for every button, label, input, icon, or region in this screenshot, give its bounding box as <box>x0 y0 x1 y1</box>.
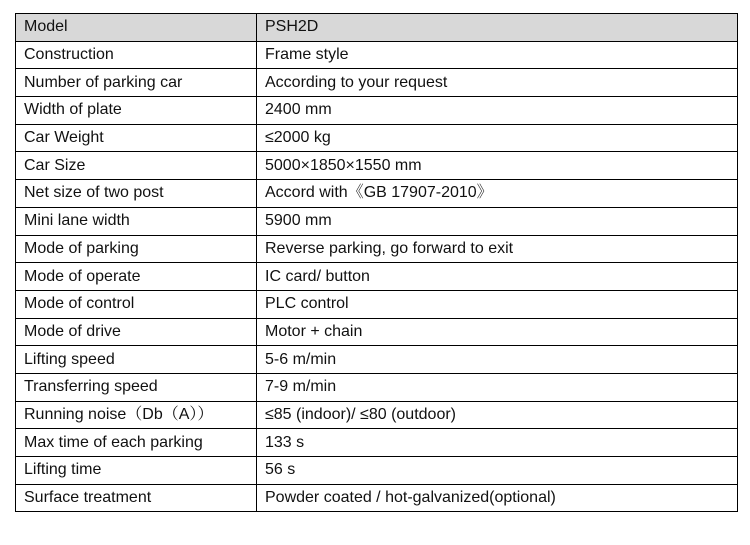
table-row-header <box>16 14 738 42</box>
row-value: Reverse parking, go forward to exit <box>257 235 738 263</box>
row-label: Running noise（Db（A）） <box>16 401 257 429</box>
table-row <box>16 457 738 485</box>
table-row <box>16 235 738 263</box>
row-label: Width of plate <box>16 97 257 125</box>
table-row <box>16 207 738 235</box>
row-value: Motor + chain <box>257 318 738 346</box>
row-label: Car Size <box>16 152 257 180</box>
row-value: ≤85 (indoor)/ ≤80 (outdoor) <box>257 401 738 429</box>
row-value: 56 s <box>257 457 738 485</box>
row-label: Mode of control <box>16 290 257 318</box>
row-label: Lifting time <box>16 457 257 485</box>
row-label: Mini lane width <box>16 207 257 235</box>
row-label: Lifting speed <box>16 346 257 374</box>
row-value: Powder coated / hot-galvanized(optional) <box>257 484 738 512</box>
row-value: PLC control <box>257 290 738 318</box>
row-label: Mode of parking <box>16 235 257 263</box>
table-row <box>16 152 738 180</box>
row-value: IC card/ button <box>257 263 738 291</box>
row-label: Mode of drive <box>16 318 257 346</box>
table-row <box>16 97 738 125</box>
row-value: Accord with《GB 17907-2010》 <box>257 180 738 208</box>
row-label: Model <box>16 14 257 42</box>
row-label: Surface treatment <box>16 484 257 512</box>
table-row <box>16 318 738 346</box>
row-value: ≤2000 kg <box>257 124 738 152</box>
row-label: Car Weight <box>16 124 257 152</box>
row-value: 2400 mm <box>257 97 738 125</box>
table-row <box>16 124 738 152</box>
row-label: Number of parking car <box>16 69 257 97</box>
table-row <box>16 346 738 374</box>
table-row <box>16 263 738 291</box>
row-label: Construction <box>16 41 257 69</box>
row-value: Frame style <box>257 41 738 69</box>
row-value: 133 s <box>257 429 738 457</box>
row-label: Max time of each parking <box>16 429 257 457</box>
table-row <box>16 69 738 97</box>
table-row <box>16 484 738 512</box>
table-row <box>16 180 738 208</box>
spec-table <box>15 13 738 512</box>
row-value: 5900 mm <box>257 207 738 235</box>
table-row <box>16 290 738 318</box>
row-label: Net size of two post <box>16 180 257 208</box>
row-value: 7-9 m/min <box>257 373 738 401</box>
row-label: Mode of operate <box>16 263 257 291</box>
table-row <box>16 373 738 401</box>
row-value: According to your request <box>257 69 738 97</box>
table-row <box>16 429 738 457</box>
row-label: Transferring speed <box>16 373 257 401</box>
row-value: PSH2D <box>257 14 738 42</box>
table-row <box>16 401 738 429</box>
row-value: 5000×1850×1550 mm <box>257 152 738 180</box>
row-value: 5-6 m/min <box>257 346 738 374</box>
table-row <box>16 41 738 69</box>
